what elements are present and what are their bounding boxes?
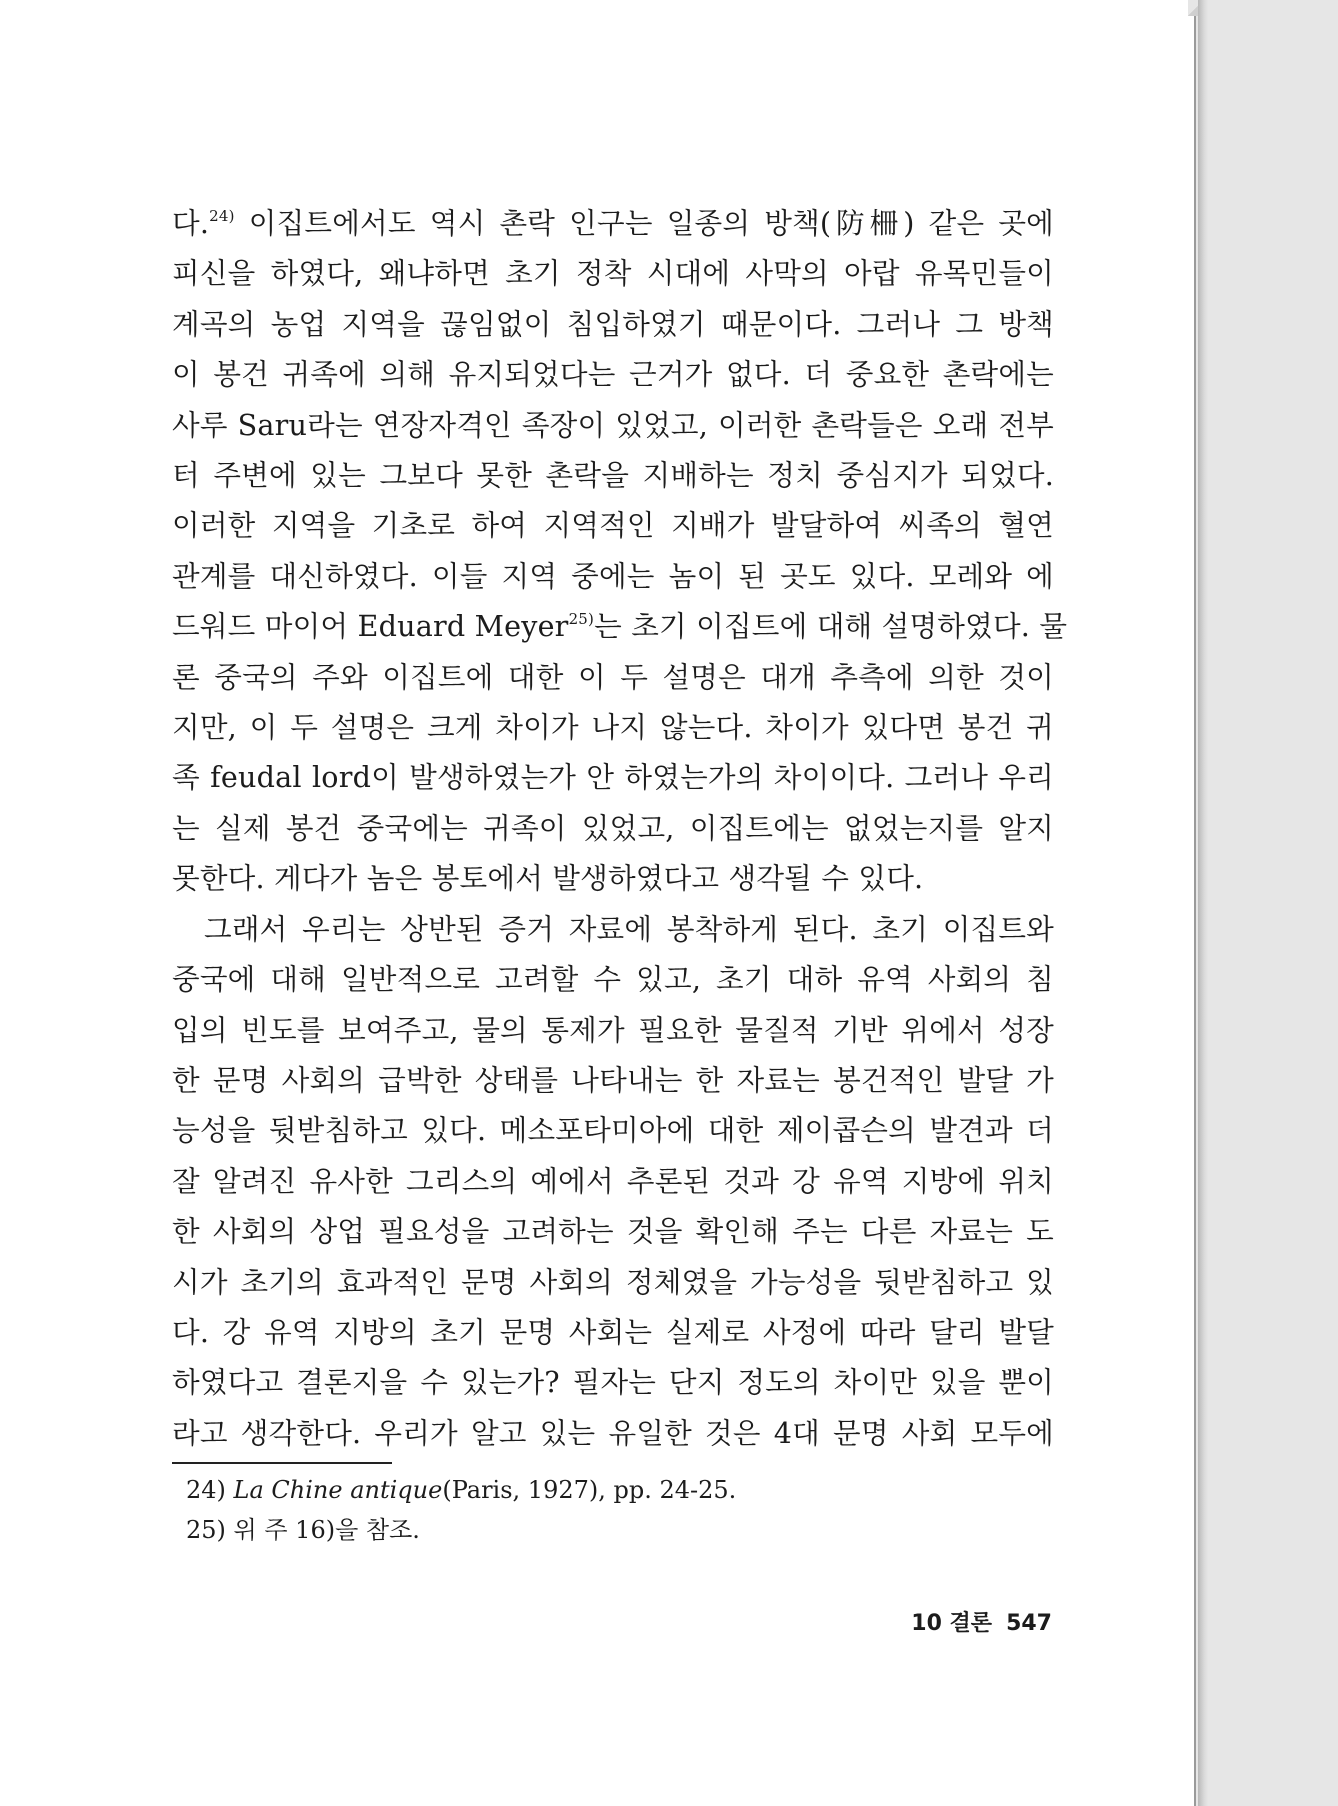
text-line: 터 주변에 있는 그보다 못한 촌락을 지배하는 정치 중심지가 되었다.	[172, 458, 1054, 493]
text-line: 그래서 우리는 상반된 증거 자료에 봉착하게 된다. 초기 이집트와	[204, 911, 1054, 946]
body-text	[172, 198, 1068, 1458]
text-line: 못한다. 게다가 놈은 봉토에서 발생하였다고 생각될 수 있다.	[172, 861, 924, 896]
footnote-24: 24) La Chine antique(Paris, 1927), pp. 24-25.	[186, 1476, 737, 1504]
text-line: 잘 알려진 유사한 그리스의 예에서 추론된 것과 강 유역 지방에 위치	[172, 1163, 1054, 1198]
text-line: 입의 빈도를 보여주고, 물의 통제가 필요한 물질적 기반 위에서 성장	[172, 1012, 1054, 1047]
page-folio	[900, 1606, 1052, 1637]
chapter-label: 10 결론	[911, 1611, 993, 1636]
text-line: 계곡의 농업 지역을 끊임없이 침입하였기 때문이다. 그러나 그 방책	[172, 306, 1054, 341]
text-line: 피신을 하였다, 왜냐하면 초기 정착 시대에 사막의 아랍 유목민들이	[172, 256, 1054, 291]
footnote-25: 25) 위 주 16)을 참조.	[186, 1516, 420, 1544]
text-line: 시가 초기의 효과적인 문명 사회의 정체였을 가능성을 뒷받침하고 있	[172, 1264, 1054, 1299]
text-line: 다. 강 유역 지방의 초기 문명 사회는 실제로 사정에 따라 달리 발달	[172, 1314, 1054, 1349]
page-edge-shadow	[1198, 0, 1208, 1806]
text-line: 다.$^{24)}$ 이집트에서도 역시 촌락 인구는 일종의 방책(防柵) 같은 곳에	[172, 206, 1054, 240]
text-line: 중국에 대해 일반적으로 고려할 수 있고, 초기 대하 유역 사회의 침	[172, 962, 1054, 997]
footnote-ref-25: 25)	[568, 610, 595, 629]
text-line: 지만, 이 두 설명은 크게 차이가 나지 않는다. 차이가 있다면 봉건 귀	[172, 710, 1054, 745]
text-line: 론 중국의 주와 이집트에 대한 이 두 설명은 대개 추측에 의한 것이	[172, 659, 1054, 694]
text-line: 사루 Saru라는 연장자격인 족장이 있었고, 이러한 촌락들은 오래 전부	[172, 407, 1054, 442]
text-line: 이러한 지역을 기초로 하여 지역적인 지배가 발달하여 씨족의 혈연	[172, 508, 1054, 543]
text-line: 하였다고 결론지을 수 있는가? 필자는 단지 정도의 차이만 있을 뿐이	[172, 1365, 1054, 1400]
page-number: 547	[1006, 1611, 1052, 1636]
footnotes	[186, 1470, 986, 1550]
text-line: 한 문명 사회의 급박한 상태를 나타내는 한 자료는 봉건적인 발달 가	[172, 1062, 1054, 1097]
text-line: 관계를 대신하였다. 이들 지역 중에는 놈이 된 곳도 있다. 모레와 에	[172, 558, 1054, 593]
footnote-ref-24: 24)	[209, 207, 235, 225]
text-line: 능성을 뒷받침하고 있다. 메소포타미아에 대한 제이콥슨의 발견과 더	[172, 1113, 1054, 1148]
text-line: 한 사회의 상업 필요성을 고려하는 것을 확인해 주는 다른 자료는 도	[172, 1214, 1054, 1249]
footnote-24-title: La Chine antique	[233, 1476, 443, 1504]
text-line: 이 봉건 귀족에 의해 유지되었다는 근거가 없다. 더 중요한 촌락에는	[172, 357, 1054, 392]
text-line: 라고 생각한다. 우리가 알고 있는 유일한 것은 4대 문명 사회 모두에	[172, 1415, 1054, 1450]
text-line: 족 feudal lord이 발생하였는가 안 하였는가의 차이이다. 그러나 우리	[172, 760, 1054, 795]
text-line: 드워드 마이어 Eduard Meyer$^{25)}$는 초기 이집트에 대해 설명하였다. 물	[172, 609, 1068, 644]
text-line: 는 실제 봉건 중국에는 귀족이 있었고, 이집트에는 없었는지를 알지	[172, 810, 1054, 845]
footnote-divider	[172, 1462, 392, 1464]
